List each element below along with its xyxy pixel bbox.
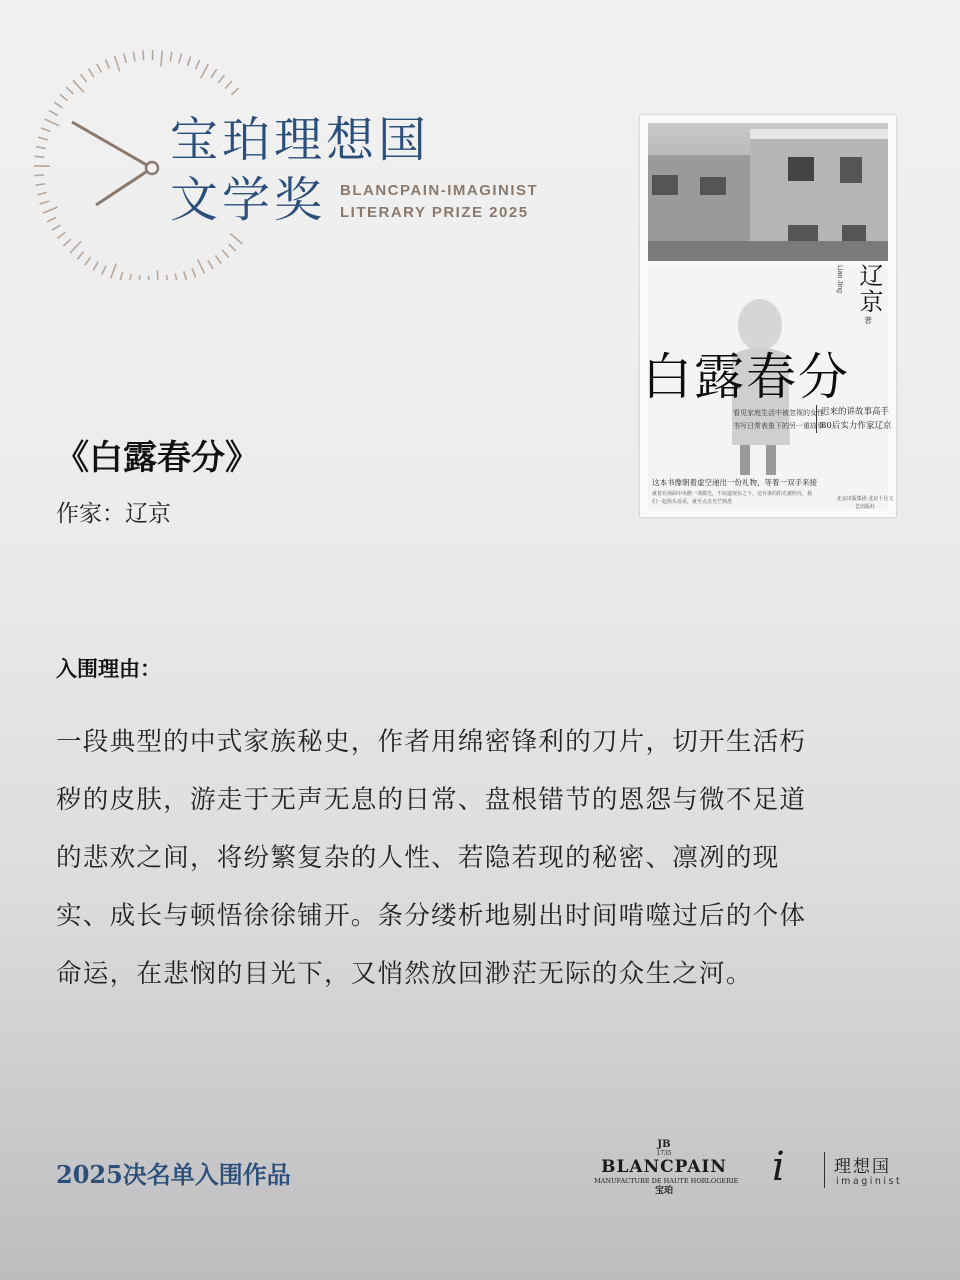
clock-tick — [66, 87, 73, 94]
prize-name-en-line1: BLANCPAIN-IMAGINIST — [340, 182, 539, 199]
cover-author-en: Liao Jing — [836, 265, 843, 294]
clock-tick — [35, 184, 45, 185]
clock-tick — [38, 137, 48, 140]
clock-tick — [106, 60, 110, 69]
imaginist-divider — [824, 1152, 825, 1188]
clock-tick — [129, 274, 131, 280]
clock-tick — [80, 74, 86, 82]
reason-line: 命运，在悲悯的目光下，又悄然放回渺茫无际的众生之河。 — [56, 959, 753, 989]
clock-tick — [124, 53, 126, 63]
reason-line: 秽的皮肤，游走于无声无息的日常、盘根错节的恩怨与微不足道 — [56, 785, 807, 815]
cover-blurb-right — [816, 405, 896, 433]
blancpain-jb: JB — [657, 1139, 671, 1150]
blancpain-year: 1735 — [656, 1150, 672, 1157]
imaginist-logo — [772, 1144, 922, 1200]
prize-name-cn-line2: 文学奖 — [170, 172, 327, 228]
blancpain-logo — [594, 1139, 739, 1200]
clock-tick — [166, 275, 167, 280]
book-cover — [640, 115, 896, 517]
clock-tick — [187, 56, 190, 65]
clock-tick — [41, 128, 50, 131]
clock-tick — [192, 268, 196, 277]
book-title: 《白露春分》 — [55, 438, 259, 478]
prize-name-en — [340, 180, 538, 224]
cover-blurb-right-line: 迟来的讲故事高手 — [821, 407, 890, 417]
clock-tick — [35, 156, 45, 157]
blancpain-name: BLANCPAIN — [601, 1157, 727, 1177]
clock-tick — [230, 234, 242, 244]
clock-tick — [93, 262, 98, 271]
clock-tick — [34, 175, 44, 176]
reason-line: 的悲欢之间，将纷繁复杂的人性、若隐若现的秘密、凛冽的现 — [56, 843, 780, 873]
clock-tick — [179, 54, 181, 64]
clock-tick — [184, 271, 187, 280]
clock-tick — [201, 64, 209, 78]
clock-tick — [198, 259, 205, 273]
imaginist-en: imaginist — [836, 1176, 903, 1187]
clock-tick — [139, 275, 140, 280]
clock-tick — [120, 272, 123, 280]
reason-heading: 入围理由： — [56, 657, 161, 681]
clock-tick — [170, 52, 172, 62]
clock-tick — [47, 217, 56, 222]
prize-name-cn-line1: 宝珀理想国 — [170, 112, 431, 168]
reason-body — [56, 713, 916, 1003]
blancpain-cn: 宝珀 — [654, 1186, 673, 1196]
clock-tick — [208, 260, 213, 269]
imaginist-cn: 理想国 — [834, 1157, 891, 1177]
cover-blurb-left — [700, 407, 824, 433]
imaginist-mark: i — [772, 1144, 785, 1190]
clock-tick — [229, 244, 236, 251]
cover-author-mark: 著 — [864, 316, 872, 325]
cover-small-text: 就着在场面中央燃一盏微光，不知道现在之下，还有谁的阳光被照亮，我们一起抬头看看，就至点点光芒熟悉 — [652, 491, 813, 505]
clock-tick — [43, 207, 58, 213]
clock-tick — [57, 232, 65, 238]
clock-tick — [157, 270, 158, 280]
reason-line: 实、成长与顿悟徐徐铺开。条分缕析地剔出时间啃噬过后的个体 — [56, 901, 807, 931]
clock-tick — [40, 201, 50, 204]
clock-tick — [45, 119, 60, 126]
clock-tick — [88, 69, 93, 77]
cover-title: 白露春分 — [642, 348, 850, 406]
clock-tick — [70, 241, 81, 253]
prize-logo — [30, 40, 550, 280]
clock-tick — [52, 225, 60, 230]
clock-tick — [215, 255, 221, 263]
clock-tick — [37, 192, 47, 194]
cover-blurb-right-line: 80后实力作家辽京 — [821, 421, 892, 431]
finalist-label: 2025决名单入围作品 — [56, 1160, 291, 1189]
cover-blurb-left-line: 看见家庭生活中被忽视的女性 — [733, 409, 824, 417]
cover-illustration — [640, 115, 896, 517]
clock-tick — [102, 266, 106, 275]
clock-tick — [161, 50, 162, 66]
clock-tick — [85, 257, 91, 265]
clock-tick — [115, 56, 120, 71]
clock-tick — [231, 88, 238, 95]
prize-name-en-line2: LITERARY PRIZE 2025 — [340, 204, 529, 221]
blancpain-manufacture: MANUFACTURE DE HAUTE HORLOGERIE — [594, 1177, 739, 1185]
clock-tick — [63, 239, 71, 246]
clock-tick — [77, 252, 83, 260]
author-line: 作家：辽京 — [56, 501, 171, 527]
clock-tick — [111, 264, 117, 279]
clock-tick — [97, 64, 102, 73]
clock-tick — [175, 273, 177, 280]
clock-tick — [196, 60, 200, 69]
clock-tick — [49, 110, 58, 115]
cover-publisher: 北京出版集团 北京十月文艺出版社 — [836, 496, 894, 510]
clock-tick — [143, 50, 144, 60]
clock-tick — [36, 147, 46, 149]
clock-tick — [218, 75, 224, 83]
clock-tick — [133, 51, 135, 61]
clock-tick — [60, 94, 68, 100]
clock-tick — [54, 102, 62, 108]
clock-tick — [222, 250, 229, 258]
clock-tick — [73, 80, 84, 92]
cover-blurb-left-line: 书写日常表象下的另一重故事 — [733, 422, 824, 430]
clock-tick — [225, 81, 232, 88]
cover-author: 辽京 — [855, 263, 883, 315]
cover-quote: 这本书像朝着虚空递出一份礼物，等着一双手来接 — [652, 478, 817, 487]
clock-tick — [211, 69, 216, 77]
reason-line: 一段典型的中式家族秘史，作者用绵密锋利的刀片，切开生活朽 — [56, 727, 807, 757]
